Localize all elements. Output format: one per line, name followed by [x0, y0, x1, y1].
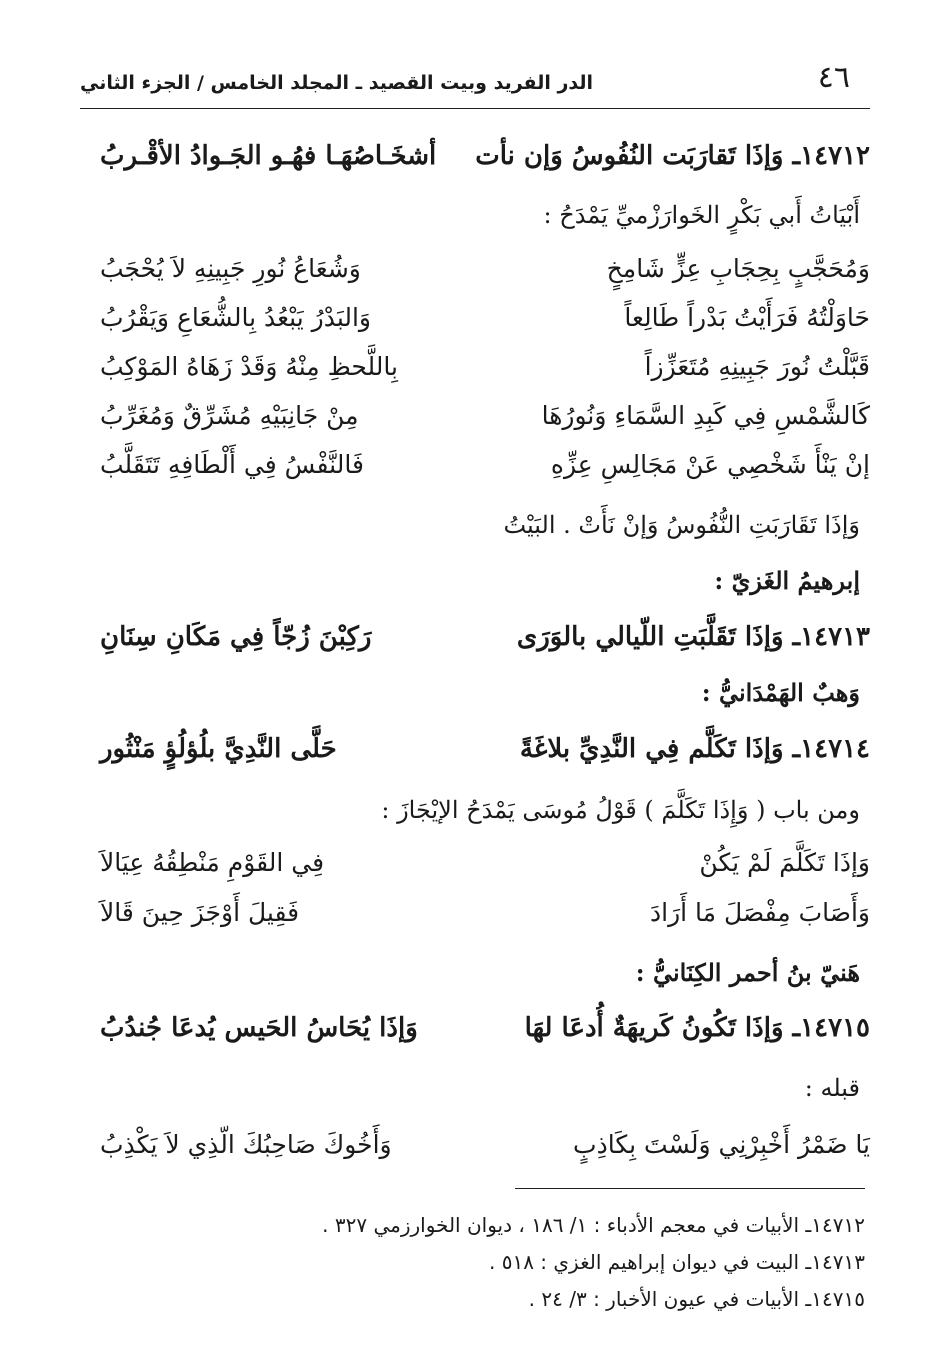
verse-second-hemistich: مِنْ جَانِبَيْهِ مُشَرِّقٌ وَمُغَرِّبُ — [100, 401, 359, 430]
poem-verse — [100, 391, 870, 441]
verse-first-hemistich: كَالشَّمْسِ فِي كَبِدِ السَّمَاءِ وَنُورُهَا — [541, 401, 870, 430]
attribution-hamdani: وَهبٌ الهَمْدَانيُّ : — [701, 678, 860, 707]
verse-first-hemistich: إنْ يَنْأَ شَخْصِي عَنْ مَجَالِسِ عِزِّهِ — [550, 450, 870, 479]
poem-verse — [100, 244, 870, 294]
poem-verse — [100, 888, 870, 938]
preceding-note: قبله : — [804, 1074, 860, 1102]
verse-second-hemistich: وَشُعَاعُ نُورِ جَبِينِهِ لاَ يُحْجَبُ — [100, 254, 361, 283]
verse-second-hemistich: أشخَـاصُهَـا فهُـو الجَـوادُ الأقْـربُ — [100, 141, 437, 171]
verse-second-hemistich: رَكِبْنَ زُجّاً فِي مَكَانِ سِنَانِ — [100, 622, 372, 652]
footnote: ١٤٧١٣ـ البيت في ديوان إبراهيم الغزي : ٥١٨ . — [488, 1250, 865, 1274]
verse-14712 — [100, 131, 870, 181]
reference-line: وَإذَا تَقَارَبَتِ النُّفُوسُ وَإنْ نَأَتْ . البَيْتُ — [503, 511, 860, 539]
verse-first-hemistich: وَأَصَابَ مِفْصَلَ مَا أَرَادَ — [650, 898, 870, 927]
verse-second-hemistich: فَالنَّفْسُ فِي أَلْطَافِهِ تَتَقَلَّبُ — [100, 450, 364, 479]
footnote: ١٤٧١٢ـ الأبيات في معجم الأدباء : ١/ ١٨٦ ، ديوان الخوارزمي ٣٢٧ . — [322, 1213, 865, 1237]
verse-second-hemistich: حَلَّى النَّدِيَّ بلُؤلُؤٍ مَنْثُور — [100, 734, 337, 764]
verse-first-hemistich: ١٤٧١٣ـ وَإذَا تَقَلَّبَتِ اللّيالي بالوَرَى — [516, 622, 870, 652]
poem-verse — [100, 342, 870, 392]
verse-14713 — [100, 612, 870, 662]
verse-first-hemistich: ١٤٧١٤ـ وَإذَا تَكَلَّم فِي النَّدِيِّ بلاغَةً — [519, 734, 870, 764]
footnote: ١٤٧١٥ـ الأبيات في عيون الأخبار : ٣/ ٢٤ . — [528, 1287, 865, 1311]
verse-first-hemistich: يَا ضَمْرُ أَخْبِرْنِي وَلَسْتَ بِكَاذِبٍ — [573, 1130, 870, 1159]
verse-first-hemistich: ١٤٧١٥ـ وَإذَا تَكُونُ كَريهَةٌ أُدعَا لهَا — [524, 1013, 870, 1043]
section-note: ومن باب ( وَإِذَا تَكَلَّمَ ) قَوْلُ مُوسَى يَمْدَحُ الإيْجَازَ : — [381, 796, 860, 824]
poem-verse — [100, 838, 870, 888]
attribution-kinani: هَنيّ بنُ أحمر الكِنَانيُّ : — [635, 958, 860, 987]
page-number: ٤٦ — [817, 60, 850, 95]
verse-second-hemistich: بِاللَّحظِ مِنْهُ وَقَدْ زَهَاهُ المَوْكِبُ — [100, 352, 398, 381]
attribution-khwarazmi: أَبْيَاتُ أَبي بَكْرٍ الخَوارَزْميِّ يَمْدَحُ : — [543, 201, 860, 229]
verse-second-hemistich: وَأَخُوكَ صَاحِبُكَ الّذِي لاَ يَكْذِبُ — [100, 1130, 392, 1159]
verse-second-hemistich: وَالبَدْرُ يَبْعُدُ بِالشُّعَاعِ وَيَقْرُبُ — [100, 303, 371, 332]
verse-first-hemistich: قَبَّلْتُ نُورَ جَبِينِهِ مُتَعَزِّزاً — [644, 352, 870, 381]
verse-second-hemistich: وَإذَا يُحَاسُ الحَيس يُدعَا جُندُبُ — [100, 1013, 418, 1043]
header-rule — [80, 108, 870, 109]
verse-14714 — [100, 724, 870, 774]
footnote-rule — [515, 1188, 865, 1189]
page-header — [80, 58, 870, 104]
verse-second-hemistich: فِي القَوْمِ مَنْطِقُهُ عِيَالاَ — [100, 848, 325, 877]
running-title: الدر الفريد وبيت القصيد ـ المجلد الخامس / الجزء الثاني — [80, 72, 594, 94]
attribution-ghazzi: إبرهيمُ الغَزيّ : — [714, 566, 860, 595]
verse-second-hemistich: فَقِيلَ أَوْجَزَ حِينَ قَالاَ — [100, 898, 300, 927]
verse-first-hemistich: ١٤٧١٢ـ وَإذَا تَقارَبَت النُفُوسُ وَإن نأت — [475, 141, 870, 171]
verse-first-hemistich: وَمُحَجَّبٍ بِحِجَابِ عِزٍّ شَامِخٍ — [606, 254, 870, 283]
poem-verse — [100, 440, 870, 490]
poem-verse — [100, 293, 870, 343]
verse-14715 — [100, 1003, 870, 1053]
poem-verse — [100, 1120, 870, 1170]
verse-first-hemistich: حَاوَلْتُهُ فَرَأَيْتُ بَدْراً طَالِعاً — [624, 303, 870, 332]
verse-first-hemistich: وَإذَا تَكَلَّمَ لَمْ يَكُنْ — [699, 848, 870, 877]
